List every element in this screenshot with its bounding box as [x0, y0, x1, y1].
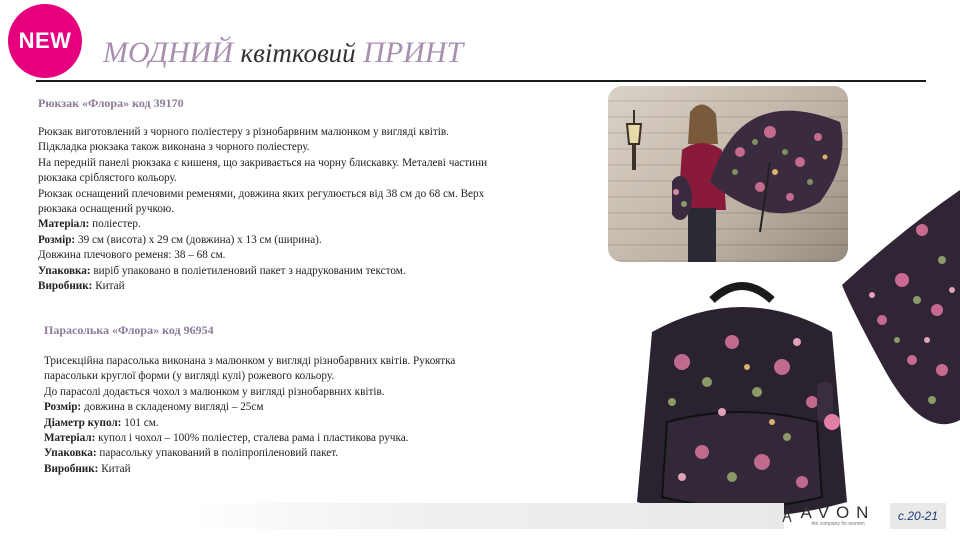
field-label: Виробник: [38, 280, 93, 293]
text-line [44, 369, 455, 384]
backpack-product-image [612, 272, 872, 524]
text-line [38, 187, 487, 202]
field-text: Китай [92, 280, 125, 293]
field-text: Підкладка рюкзака також виконана з чорного поліестеру. [38, 141, 310, 154]
text-line [44, 400, 455, 415]
new-badge [8, 4, 82, 78]
field-text: довжина в складеному вигляді – 25см [81, 401, 264, 414]
field-text: поліестер. [89, 218, 141, 231]
model-photo [608, 86, 848, 262]
field-text: До парасолі додається чохол з малюнком у вигляді різнобарвних квітів. [44, 385, 385, 398]
text-line [38, 264, 487, 279]
text-line [44, 416, 455, 431]
text-line [44, 354, 455, 369]
field-text: купол і чохол – 100% поліестер, сталева рама і пластикова ручка. [95, 432, 409, 445]
text-line [44, 446, 455, 461]
text-line [38, 248, 487, 263]
field-label: Розмір: [38, 233, 76, 246]
field-text: 101 см. [121, 416, 159, 429]
avon-mark-icon [782, 509, 792, 523]
umbrella-heading: Парасолька «Флора» код 96954 [44, 323, 214, 337]
open-umbrella [700, 92, 848, 232]
avon-logo [792, 503, 884, 527]
text-line [44, 462, 455, 477]
field-text: парасольку упакований в поліпропіленовий пакет. [96, 447, 339, 460]
brand-tagline: the company for women [811, 521, 865, 527]
text-line [38, 233, 487, 248]
field-text: 39 см (висота) х 29 см (довжина) х 13 см (ширина). [75, 233, 322, 246]
text-line [38, 156, 487, 171]
brand-name: AVON [800, 503, 876, 522]
title-divider [36, 80, 926, 82]
umbrella-description [44, 354, 455, 477]
field-label: Діаметр купол: [44, 416, 122, 429]
title-part-3: ПРИНТ [363, 36, 464, 69]
text-line [44, 385, 455, 400]
text-line [38, 202, 487, 217]
field-label: Матеріал: [38, 218, 90, 231]
text-line [38, 279, 487, 294]
text-line [38, 125, 487, 140]
field-text: виріб упаковано в поліетиленовий пакет з надрукованим текстом. [90, 264, 406, 277]
text-line [38, 217, 487, 232]
backpack-heading: Рюкзак «Флора» код 39170 [38, 96, 184, 110]
backpack-description [38, 125, 487, 294]
field-label: Упаковка: [44, 447, 97, 460]
field-label: Розмір: [44, 401, 82, 414]
text-line [38, 171, 487, 186]
field-text: парасольки круглої форми (у вигляді кулі) рожевого кольору. [44, 370, 335, 383]
field-text: Рюкзак виготовлений з чорного поліестеру з різнобарвним малюнком у вигляді квітів. [38, 126, 449, 138]
field-text: рюкзака оснащений ручкою. [38, 203, 175, 216]
field-label: Упаковка: [38, 264, 91, 277]
field-text: рюкзака сріблястого кольору. [38, 172, 177, 185]
text-line [38, 140, 487, 155]
field-text: На передній панелі рюкзака є кишеня, що закривається на чорну блискавку. Металеві частини [38, 156, 488, 169]
page-title [103, 36, 463, 70]
title-part-2: квітковий [240, 38, 356, 68]
page-number: с.20-21 [890, 503, 946, 529]
title-part-1: МОДНИЙ [103, 36, 233, 69]
field-text: Китай [98, 462, 131, 475]
lamp-icon [624, 110, 644, 170]
new-badge-text: NEW [18, 28, 72, 53]
field-label: Виробник: [44, 462, 99, 475]
field-text: Довжина плечового ременя: 38 – 68 см. [38, 249, 226, 262]
footer-strip [190, 503, 784, 529]
field-text: Рюкзак оснащений плечовими ременями, довжина яких регулюється від 38 см до 68 см. Верх [38, 187, 485, 200]
field-text: Трисекційна парасолька виконана з малюнком у вигляді різнобарвних квітів. Рукоятка [44, 355, 456, 367]
field-label: Матеріал: [44, 432, 96, 445]
text-line [44, 431, 455, 446]
